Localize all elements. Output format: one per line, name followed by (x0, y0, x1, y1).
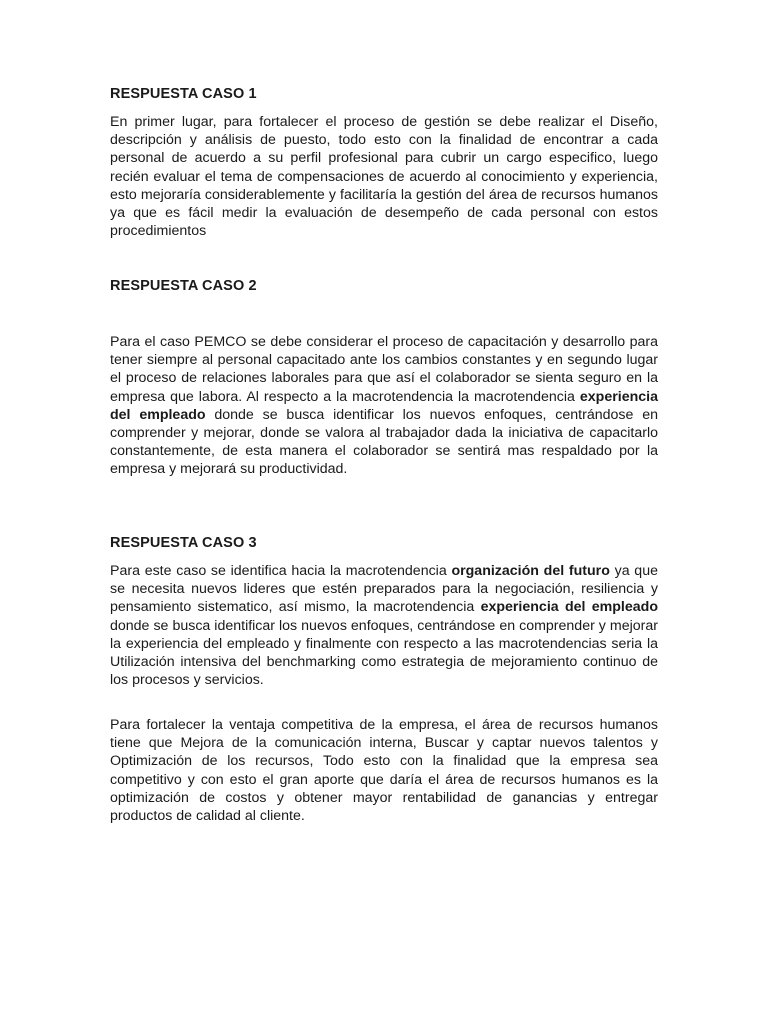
case-1-paragraph: En primer lugar, para fortalecer el proceso de gestión se debe realizar el Diseño, descripción y análisis de puesto, todo esto con la finalidad de encontrar a cada personal de acuerdo a su perfil profesional para cubrir un cargo especifico, luego recién evaluar el tema de compensaciones de acuerdo al conocimiento y experiencia, esto mejoraría considerablemente y facilitaría la gestión del área de recursos humanos ya que es fácil medir la evaluación de desempeño de cada personal con estos procedimientos (110, 114, 658, 240)
case-2-text-part-1: Para el caso PEMCO se debe considerar el proceso de capacitación y desarrollo para tener siempre al personal capacitado ante los cambios constantes y en segundo lugar el proceso de relaciones laborales para que así el colaborador se sienta seguro en la empresa que labora. Al respecto a la macrotendencia la macrotendencia (110, 334, 658, 405)
case-2-bold-experiencia: experiencia del empleado (110, 388, 658, 423)
case-2-text-part-2: donde se busca identificar los nuevos enfoques, centrándose en comprender y mejorar, donde se valora al trabajador dada la iniciativa de capacitarlo constantemente, de esta manera el colaborador se sentirá mas respaldado por la empresa y mejorará su productividad. (110, 406, 658, 478)
case-3-bold-experiencia: experiencia del empleado (480, 599, 658, 616)
case-1-heading: RESPUESTA CASO 1 (110, 86, 257, 102)
case-3-heading: RESPUESTA CASO 3 (110, 535, 257, 551)
case-3-text-part-3: donde se busca identificar los nuevos enfoques, centrándose en comprender y mejorar la experiencia del empleado y finalmente con respecto a las macrotendencias seria la Utilización intensiva del benchmarking como estrategia de mejoramiento continuo de los procesos y servicios. (110, 617, 658, 689)
case-3-paragraph-2: Para fortalecer la ventaja competitiva de la empresa, el área de recursos humanos tiene que Mejora de la comunicación interna, Buscar y captar nuevos talentos y Optimización de los recursos, Todo esto con la finalidad que la empresa sea competitivo y con esto el gran aporte que daría el área de recursos humanos es la optimización de costos y obtener mayor rentabilidad de ganancias y entregar productos de calidad al cliente. (110, 717, 658, 825)
case-3-text-part-2: ya que se necesita nuevos lideres que estén preparados para la negociación, resiliencia y pensamiento sistematico, así mismo, la macrotendencia (110, 563, 658, 616)
case-2-paragraph (110, 333, 658, 479)
case-3-text-part-1: Para este caso se identifica hacia la macrotendencia (110, 563, 452, 579)
case-3-paragraph-1 (110, 562, 658, 689)
case-2-heading: RESPUESTA CASO 2 (110, 278, 257, 294)
case-3-bold-organizacion: organización del futuro (451, 563, 610, 579)
